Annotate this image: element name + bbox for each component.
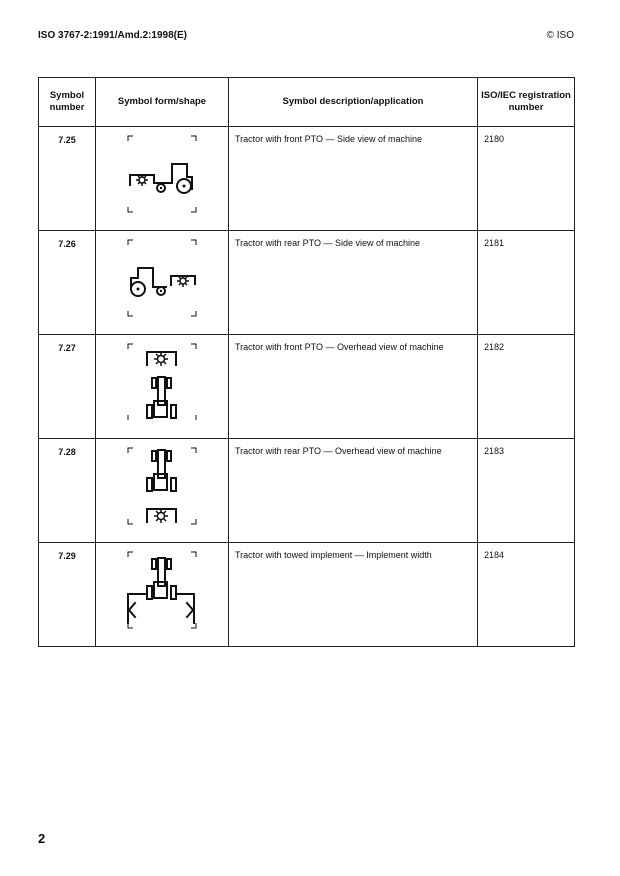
page-header [38, 30, 574, 44]
tractor-front-pto-overhead-icon [96, 335, 229, 430]
standard-designation: ISO 3767-2:1991/Amd.2:1998(E) [38, 30, 187, 41]
symbol-description: Tractor with front PTO — Overhead view of machine [229, 335, 478, 439]
symbol-description: Tractor with front PTO — Side view of machine [229, 127, 478, 231]
symbol-number: 7.29 [39, 543, 96, 647]
symbol-description: Tractor with towed implement — Implement width [229, 543, 478, 647]
symbol-number: 7.27 [39, 335, 96, 439]
registration-number: 2184 [478, 543, 575, 647]
table-row [39, 543, 575, 647]
symbol-number: 7.26 [39, 231, 96, 335]
symbol-shape-cell [96, 543, 229, 647]
tractor-rear-pto-side-icon [96, 231, 229, 326]
column-header-number: Symbol number [39, 78, 96, 127]
symbol-description: Tractor with rear PTO — Overhead view of machine [229, 439, 478, 543]
symbol-shape-cell [96, 231, 229, 335]
registration-number: 2180 [478, 127, 575, 231]
symbol-description: Tractor with rear PTO — Side view of machine [229, 231, 478, 335]
table-row [39, 231, 575, 335]
symbol-table [38, 77, 575, 647]
page-number: 2 [38, 831, 46, 846]
symbol-number: 7.28 [39, 439, 96, 543]
symbol-shape-cell [96, 335, 229, 439]
table-row [39, 439, 575, 543]
tractor-towed-implement-width-icon [96, 543, 229, 638]
column-header-shape: Symbol form/shape [96, 78, 229, 127]
registration-number: 2182 [478, 335, 575, 439]
tractor-rear-pto-overhead-icon [96, 439, 229, 534]
symbol-shape-cell [96, 439, 229, 543]
copyright-notice: © ISO [546, 30, 574, 41]
column-header-registration: ISO/IEC registration number [478, 78, 575, 127]
symbol-shape-cell [96, 127, 229, 231]
table-row [39, 335, 575, 439]
registration-number: 2183 [478, 439, 575, 543]
column-header-description: Symbol description/application [229, 78, 478, 127]
table-row [39, 127, 575, 231]
symbol-number: 7.25 [39, 127, 96, 231]
table-header-row [39, 78, 575, 127]
tractor-front-pto-side-icon [96, 127, 229, 222]
registration-number: 2181 [478, 231, 575, 335]
